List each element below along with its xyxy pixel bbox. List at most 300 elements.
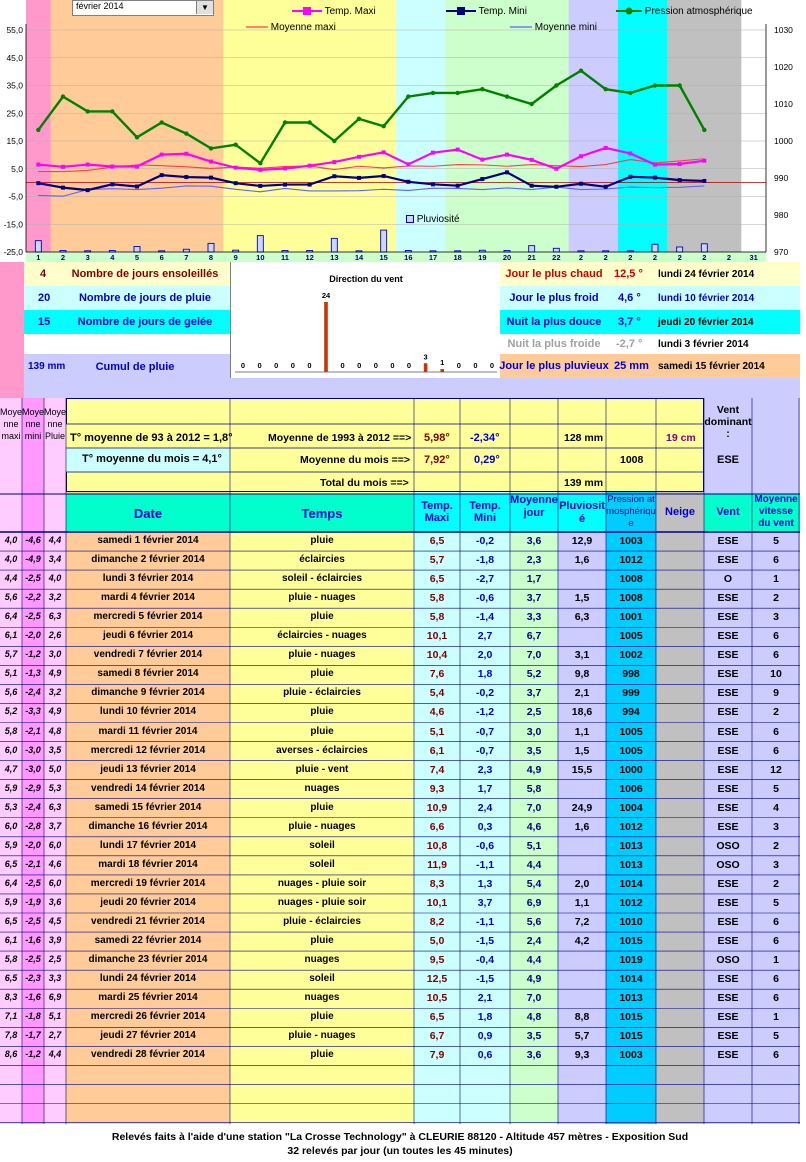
table-row — [0, 875, 800, 894]
sunny-label: Nombre de jours ensoleillés — [71, 268, 219, 280]
moy-cell: 5,6 — [526, 916, 542, 928]
moy-pluie-cell: 6,3 — [48, 801, 62, 812]
table-row — [0, 684, 800, 703]
moy-pluie-cell: 4,8 — [48, 725, 62, 736]
moy-maxi-cell: 5,1 — [4, 668, 18, 679]
moy-mini-cell: -2,5 — [25, 573, 41, 584]
record-value-4: 25 mm — [614, 360, 649, 372]
pression-line-point — [61, 94, 65, 98]
tmin-cell: 0,6 — [477, 1049, 493, 1062]
side-header-moy-pluie: Moyenne Pluie — [44, 407, 67, 441]
y-left-tick-label: -5,0 — [8, 191, 23, 202]
temp-mini-line-point — [678, 178, 682, 182]
temp-maxi-line-point — [258, 168, 262, 172]
moy-cell: 1,7 — [526, 573, 542, 586]
temp-mini-line-point — [382, 174, 386, 178]
moy-mini-cell: -1,9 — [25, 896, 41, 907]
pression-line-point — [653, 83, 657, 87]
moy-mini-cell: -2,2 — [25, 592, 41, 603]
chart-band — [174, 0, 199, 252]
temp-mini-line-point — [36, 181, 40, 185]
table-rows — [0, 398, 800, 1124]
pluie-cell: 3,1 — [574, 649, 590, 662]
pression-line-point — [258, 161, 262, 165]
table-row — [0, 742, 800, 761]
pression-line-point — [307, 120, 311, 124]
pluie-cell: 9,3 — [574, 1049, 590, 1062]
temp-maxi-line-point — [234, 166, 238, 170]
press-cell: 1012 — [619, 554, 643, 567]
pression-line-point — [85, 109, 89, 113]
date-cell: lundi 17 février 2014 — [99, 839, 197, 851]
x-tick-label: 10 — [256, 253, 265, 262]
x-tick-label: 15 — [379, 253, 388, 262]
x-tick-label: 1 — [36, 253, 41, 262]
table-row — [0, 665, 800, 684]
moy-maxi-cell: 4,0 — [4, 554, 18, 565]
temp-mini-line-point — [456, 184, 460, 188]
table-row — [0, 951, 800, 970]
table-row — [0, 818, 800, 837]
y-left-tick-label: 15,0 — [6, 136, 23, 146]
moy-maxi-cell: 5,9 — [4, 896, 18, 907]
temps-cell: soleil — [309, 839, 335, 851]
y-right-tick-label: 1030 — [774, 25, 793, 35]
temps-cell: averses - éclaircies — [276, 744, 368, 756]
temp-maxi-line-point — [283, 166, 287, 170]
side-header-moy-maxi: Moyenne maxi — [0, 407, 23, 441]
moy-cell: 3,7 — [526, 687, 542, 700]
temps-cell: nuages — [304, 782, 340, 794]
moy-cell: 5,2 — [526, 668, 542, 681]
press-cell: 1015 — [619, 935, 643, 948]
date-cell: samedi 15 février 2014 — [94, 801, 202, 813]
temp-maxi-line-point — [110, 165, 114, 169]
moy-mini-cell: -2,5 — [25, 611, 41, 622]
rain-bar — [331, 238, 337, 252]
vent-cell: ESE — [717, 763, 739, 776]
moy-cell: 3,6 — [526, 535, 542, 547]
legend-pression-label: Pression atmosphérique — [644, 6, 753, 17]
vitesse-cell: 3 — [773, 858, 779, 871]
tmin-cell: 2,7 — [477, 630, 493, 643]
pression-line-point — [480, 87, 484, 91]
moy-month-min: 0,29° — [474, 454, 500, 466]
stats-bottom-band — [230, 378, 800, 398]
tmin-cell: 2,1 — [477, 992, 493, 1005]
vent-cell: ESE — [717, 611, 739, 624]
record-value-1: 4,6 ° — [618, 292, 641, 304]
moy-pluie-cell: 4,6 — [48, 858, 62, 869]
temp-maxi-line-point — [554, 167, 558, 171]
moy-mini-cell: -1,2 — [25, 1049, 41, 1060]
moy-maxi-cell: 6,4 — [4, 611, 18, 622]
wind-count-label: 0 — [473, 361, 478, 370]
moy-mini-cell: -1,6 — [25, 992, 41, 1003]
moy-mini-cell: -3,0 — [25, 744, 41, 755]
tmax-cell: 9,3 — [429, 782, 445, 795]
vitesse-cell: 1 — [773, 573, 779, 586]
wind-count-label: 1 — [440, 358, 445, 368]
avg-hist-label: T° moyenne de 93 à 2012 = 1,8° — [70, 432, 233, 444]
vent-cell: ESE — [717, 1049, 739, 1062]
x-tick-label: 14 — [354, 253, 364, 262]
temp-maxi-line-point — [480, 158, 484, 162]
temps-cell: nuages - pluie soir — [277, 896, 367, 908]
moy-maxi-cell: 6,5 — [4, 916, 18, 926]
temp-maxi-line-point — [382, 150, 386, 154]
temp-mini-line-point — [332, 174, 336, 178]
tmax-cell: 6,5 — [429, 573, 445, 586]
temp-mini-line-point — [160, 173, 164, 177]
x-tick-label: 2 — [628, 253, 633, 262]
press-cell: 1015 — [619, 1011, 643, 1024]
temps-cell: soleil — [309, 973, 335, 985]
header-temps: Temps — [301, 506, 343, 521]
legend-moy-mini-label: Moyenne mini — [534, 22, 598, 33]
date-cell: mercredi 26 février 2014 — [90, 1011, 206, 1023]
tmax-cell: 6,1 — [429, 744, 445, 757]
press-cell: 1014 — [619, 877, 643, 890]
temp-maxi-line-point — [604, 146, 608, 150]
temp-maxi-line-point — [61, 165, 65, 169]
record-value-3: -2,7 ° — [616, 338, 643, 350]
pression-line-point — [406, 94, 410, 98]
temp-mini-line-point — [604, 185, 608, 189]
temps-cell: pluie - nuages — [288, 1030, 356, 1042]
month-select[interactable] — [72, 0, 214, 16]
table-row — [0, 532, 800, 551]
x-tick-label: 18 — [453, 253, 462, 262]
legend-moy-maxi-label: Moyenne maxi — [270, 22, 336, 33]
moy-maxi-cell: 4,7 — [4, 763, 18, 774]
chart-band — [667, 0, 692, 252]
temp-mini-line-point — [530, 184, 534, 188]
chart-band — [593, 0, 618, 252]
moy-pluie-cell: 3,0 — [48, 649, 62, 660]
record-value-0: 12,5 ° — [614, 268, 643, 280]
y-left-tick-label: -15,0 — [3, 219, 23, 230]
date-cell: mardi 4 février 2014 — [101, 592, 195, 604]
press-cell: 1006 — [619, 782, 643, 795]
moy-maxi-cell: 8,6 — [4, 1049, 18, 1060]
date-cell: samedi 1 février 2014 — [97, 535, 199, 546]
tmax-cell: 7,6 — [429, 668, 445, 681]
tmax-cell: 10,4 — [426, 649, 448, 662]
legend-temp-mini — [446, 6, 556, 17]
y-right-tick-label: 990 — [774, 173, 789, 183]
tmax-cell: 10,5 — [426, 992, 448, 1005]
temp-maxi-line-point — [209, 160, 213, 164]
stats-panel — [0, 262, 800, 398]
y-right-tick-label: 1000 — [774, 136, 793, 146]
moy-mini-cell: -2,5 — [25, 877, 41, 888]
wind-bar — [440, 369, 444, 372]
vent-cell: O — [723, 573, 733, 586]
vent-cell: ESE — [717, 744, 739, 757]
wind-bar — [424, 363, 428, 372]
pluie-cell: 7,2 — [574, 916, 590, 928]
temps-cell: pluie - nuages — [288, 649, 356, 661]
press-cell: 1012 — [619, 896, 643, 909]
press-cell: 1014 — [619, 973, 643, 986]
pression-line-point — [357, 117, 361, 121]
tmax-cell: 8,2 — [429, 916, 445, 928]
moy-cell: 6,7 — [526, 630, 542, 643]
table-row — [0, 837, 800, 856]
press-cell: 999 — [622, 687, 640, 700]
temp-maxi-line-point — [530, 158, 534, 162]
press-cell: 1013 — [619, 839, 643, 852]
wind-bar — [324, 302, 328, 372]
temps-cell: pluie — [310, 1049, 334, 1061]
temp-maxi-line-point — [702, 159, 706, 163]
pluie-cell: 4,2 — [574, 935, 590, 948]
pluie-cell: 12,9 — [571, 535, 593, 547]
temp-maxi-line-point — [628, 151, 632, 155]
tmin-cell: -2,7 — [475, 573, 495, 586]
chart-band — [199, 0, 224, 252]
moy-mini-cell: -2,4 — [25, 801, 41, 812]
press-cell: 1013 — [619, 992, 643, 1005]
moy-pluie-cell: 3,4 — [48, 554, 62, 565]
pression-line-point — [135, 135, 139, 139]
record-date-2: jeudi 20 février 2014 — [658, 317, 754, 328]
legend-temp-maxi — [292, 6, 402, 17]
pression-line-point — [702, 128, 706, 132]
x-tick-label: 4 — [110, 253, 115, 262]
table-row — [0, 551, 800, 570]
tmin-cell: -1,5 — [475, 935, 495, 948]
wind-count-label: 0 — [274, 361, 279, 370]
moy-cell: 3,6 — [526, 1049, 542, 1062]
x-tick-label: 12 — [305, 253, 314, 262]
temps-cell: pluie - nuages — [288, 820, 356, 832]
moy-maxi-cell: 6,5 — [4, 973, 18, 984]
moy-mini-cell: -1,6 — [25, 935, 41, 946]
pluie-cell: 2,1 — [574, 687, 590, 700]
table-row — [0, 856, 800, 875]
record-date-4: samedi 15 février 2014 — [658, 361, 765, 372]
temps-cell: pluie — [310, 801, 334, 813]
chevron-down-icon[interactable]: ▼ — [196, 1, 213, 14]
chart-band — [75, 0, 100, 252]
tmin-cell: -0,2 — [475, 687, 495, 700]
date-cell: dimanche 23 février 2014 — [88, 954, 208, 966]
avg-month-label: T° moyenne du mois = 4,1° — [82, 453, 222, 465]
pression-line-point — [431, 91, 435, 95]
vent-cell: ESE — [717, 896, 739, 909]
x-tick-label: 2 — [603, 253, 608, 262]
wind-count-label: 0 — [340, 361, 345, 370]
record-label-0: Jour le plus chaud — [505, 268, 603, 280]
x-tick-label: 13 — [330, 253, 339, 262]
wind-count-label: 0 — [240, 361, 246, 370]
rain-bar — [134, 246, 140, 252]
date-cell: lundi 10 février 2014 — [99, 706, 197, 718]
temps-cell: pluie - nuages — [288, 592, 356, 604]
moy-cell: 2,5 — [526, 706, 542, 719]
chart-band — [51, 0, 76, 252]
data-table — [0, 398, 800, 1124]
moy-cell: 4,9 — [526, 763, 542, 776]
chart-band — [223, 0, 248, 252]
moy-pluie-cell: 4,4 — [48, 535, 62, 545]
moy-maxi-cell: 5,8 — [4, 954, 18, 965]
temp-mini-line-point — [258, 184, 262, 188]
chart-band — [495, 0, 520, 252]
x-tick-label: 2 — [60, 253, 66, 262]
temp-mini-line-point — [184, 175, 188, 179]
vitesse-cell: 6 — [773, 916, 779, 928]
press-cell: 1012 — [619, 820, 643, 833]
vitesse-cell: 5 — [773, 896, 779, 909]
wind-panel — [230, 262, 502, 378]
temp-maxi-line-point — [135, 165, 139, 169]
tmin-cell: -0,2 — [475, 535, 495, 547]
pression-line-point — [332, 139, 336, 143]
moy-pluie-cell: 6,3 — [48, 611, 62, 622]
footer-line1: Relevés faits à l'aide d'une station "La Crosse Technology" à CLEURIE 88120 - Altitude 457 mètres - Exposition Sud — [111, 1131, 689, 1143]
moy-pluie-cell: 2,7 — [48, 1030, 62, 1041]
moy-mini-cell: -2,1 — [25, 858, 41, 869]
tmin-cell: 0,9 — [477, 1030, 493, 1043]
date-cell: dimanche 9 février 2014 — [91, 687, 205, 699]
vent-cell: ESE — [717, 782, 739, 795]
pluie-cell: 8,8 — [574, 1011, 590, 1024]
wind-count-label: 24 — [321, 291, 331, 300]
vent-cell: ESE — [717, 801, 739, 814]
tmin-cell: -1,2 — [475, 706, 495, 719]
y-right-tick-label: 980 — [774, 210, 789, 220]
tmax-cell: 6,5 — [429, 535, 445, 547]
pluie-cell: 9,8 — [574, 668, 590, 681]
stats-bg-bottom — [24, 378, 230, 398]
press-cell: 1013 — [619, 858, 643, 871]
vent-cell: ESE — [717, 820, 739, 833]
vitesse-cell: 12 — [770, 763, 782, 776]
vitesse-cell: 6 — [773, 649, 779, 662]
press-cell: 994 — [622, 706, 640, 719]
moy-pluie-cell: 4,0 — [48, 573, 62, 584]
date-cell: mercredi 5 février 2014 — [93, 611, 203, 623]
temp-mini-line-point — [86, 188, 90, 192]
temps-cell: pluie — [310, 535, 334, 546]
vitesse-cell: 2 — [773, 877, 779, 890]
temp-mini-line-point — [653, 176, 657, 180]
vitesse-cell: 3 — [773, 611, 779, 624]
temps-cell: soleil — [309, 858, 335, 870]
moy-pluie-cell: 4,5 — [48, 916, 62, 926]
moy-cell: 3,3 — [526, 611, 542, 624]
moy-mini-cell: -1,7 — [25, 1030, 41, 1041]
pression-line-point — [529, 102, 533, 106]
date-cell: dimanche 2 février 2014 — [91, 554, 205, 566]
date-cell: samedi 8 février 2014 — [97, 668, 199, 680]
table-row — [0, 723, 800, 742]
temps-cell: pluie — [310, 725, 334, 737]
x-tick-label: 8 — [208, 253, 214, 262]
pression-line-point — [209, 146, 213, 150]
table-row — [0, 780, 800, 799]
moy-hist-rain: 128 mm — [564, 432, 604, 444]
moy-pluie-cell: 3,2 — [48, 592, 62, 603]
moy-pluie-cell: 5,3 — [48, 782, 62, 793]
stats-bg-empty — [24, 334, 230, 354]
tmin-cell: 2,0 — [477, 649, 493, 662]
chart-band — [519, 0, 544, 252]
date-cell: vendredi 28 février 2014 — [91, 1049, 205, 1061]
moy-month-press: 1008 — [620, 454, 644, 466]
moy-cell: 4,4 — [526, 858, 542, 871]
pluie-cell: 2,0 — [574, 877, 590, 890]
pression-line-point — [505, 94, 509, 98]
temp-maxi-line-point — [184, 152, 188, 156]
moy-maxi-cell: 7,1 — [4, 1011, 18, 1022]
temp-maxi-line-point — [160, 153, 164, 157]
y-left-tick-label: 35,0 — [6, 80, 23, 91]
moy-maxi-cell: 5,6 — [4, 592, 18, 603]
moy-pluie-cell: 2,6 — [48, 630, 62, 641]
date-cell: mardi 11 février 2014 — [98, 725, 198, 737]
pluie-cell: 6,3 — [574, 611, 590, 624]
pression-line-point — [554, 83, 558, 87]
moy-maxi-cell: 5,6 — [4, 687, 18, 698]
header-vent: Vent — [716, 506, 740, 518]
chart-band — [248, 0, 273, 252]
legend-pluviosite — [406, 214, 476, 225]
monthly-chart — [0, 0, 800, 262]
table-row — [0, 608, 800, 627]
header-press: Pression atmosphérique — [606, 494, 656, 529]
date-cell: vendredi 14 février 2014 — [91, 782, 205, 794]
vent-cell: ESE — [717, 1030, 739, 1043]
header-vitesse: Moyenne vitesse du vent — [754, 494, 798, 529]
temps-cell: pluie — [310, 935, 334, 947]
date-cell: lundi 3 février 2014 — [102, 573, 194, 585]
vent-cell: ESE — [717, 1011, 739, 1024]
x-tick-label: 31 — [749, 253, 758, 262]
rain-days-count: 20 — [38, 292, 51, 304]
tmin-cell: -0,6 — [475, 592, 495, 605]
pluie-cell: 5,7 — [574, 1030, 590, 1043]
tmin-cell: -1,1 — [475, 916, 495, 928]
table-row — [0, 913, 800, 932]
vitesse-cell: 2 — [773, 839, 779, 852]
tmax-cell: 6,7 — [429, 1030, 445, 1043]
date-cell: jeudi 27 février 2014 — [100, 1030, 196, 1042]
temp-maxi-line-point — [86, 163, 90, 167]
pluie-cell: 15,5 — [571, 763, 593, 776]
header-tmax: Temp. Maxi — [421, 500, 453, 524]
x-tick-label: 11 — [281, 253, 289, 262]
vent-cell: OSO — [716, 858, 740, 871]
x-tick-label: 22 — [552, 253, 561, 262]
vitesse-cell: 1 — [773, 1011, 779, 1024]
moy-maxi-cell: 6,4 — [4, 877, 18, 888]
vitesse-cell: 6 — [773, 744, 779, 757]
total-rain: 139 mm — [564, 477, 604, 489]
temps-cell: pluie - vent — [295, 763, 349, 775]
date-cell: vendredi 7 février 2014 — [93, 649, 203, 661]
date-cell: mardi 25 février 2014 — [98, 992, 198, 1004]
date-cell: mercredi 12 février 2014 — [90, 744, 206, 756]
wind-dominant-value: ESE — [716, 454, 739, 466]
moy-pluie-cell: 2,5 — [48, 954, 62, 965]
moy-mini-cell: -2,5 — [25, 954, 41, 965]
moy-maxi-cell: 5,8 — [4, 725, 18, 736]
pression-line-point — [381, 124, 385, 128]
